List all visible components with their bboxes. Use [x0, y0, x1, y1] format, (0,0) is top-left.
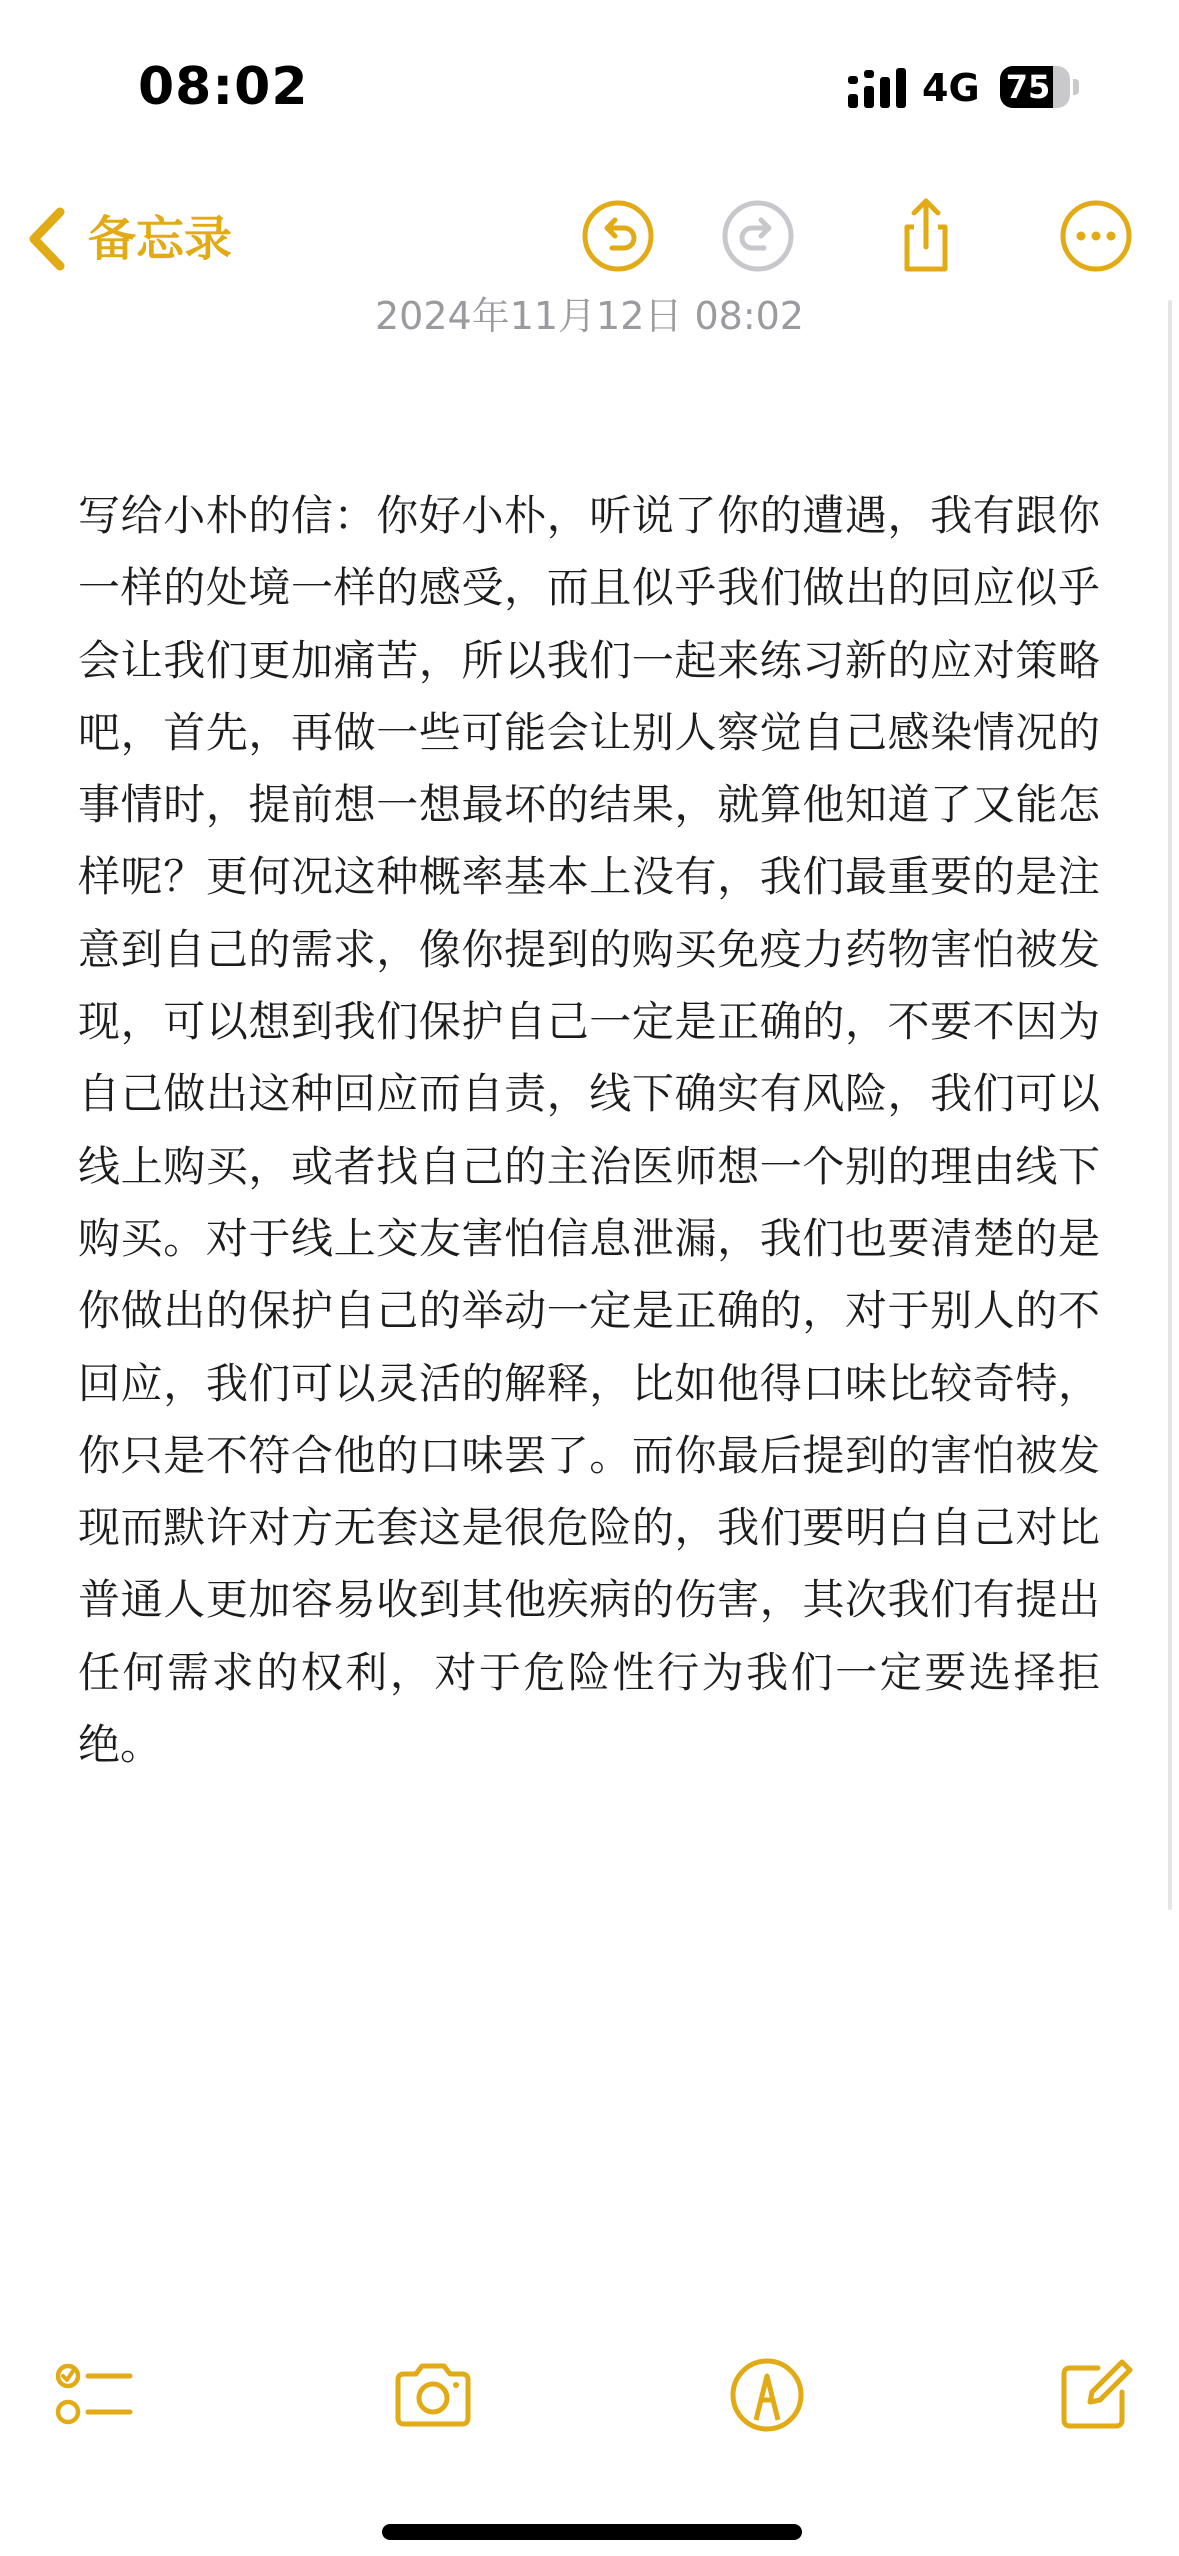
- cellular-signal-icon: [848, 68, 908, 110]
- battery-icon: [1000, 66, 1080, 108]
- compose-icon: [1054, 2354, 1136, 2436]
- note-body[interactable]: 写给小朴的信：你好小朴，听说了你的遭遇，我有跟你一样的处境一样的感受，而且似乎我们做出的回应似乎会让我们更加痛苦，所以我们一起来练习新的应对策略吧，首先，再做一些可能会让别人察觉自己感染情况的事情时，提前想一想最坏的结果，就算他知道了又能怎样呢？更何况这种概率基本上没有，我们最重要的是注意到自己的需求，像你提到的购买免疫力药物害怕被发现，可以想到我们保护自己一定是正确的，不要不因为自己做出这种回应而自责，线下确实有风险，我们可以线上购买，或者找自己的主治医师想一个别的理由线下购买。对于线上交友害怕信息泄漏，我们也要清楚的是你做出的保护自己的举动一定是正确的，对于别人的不回应，我们可以灵活的解释，比如他得口味比较奇特，你只是不符合他的口味罢了。而你最后提到的害怕被发现而默许对方无套这是很危险的，我们要明白自己对比普通人更加容易收到其他疾病的伤害，其次我们有提出任何需求的权利，对于危险性行为我们一定要选择拒绝。: [78, 491, 1100, 1770]
- share-button[interactable]: [876, 186, 976, 286]
- note-date: 2024年11月12日 08:02: [374, 294, 804, 338]
- status-bar: [0, 0, 1179, 175]
- checklist-button[interactable]: [40, 2340, 150, 2450]
- more-button[interactable]: [1046, 186, 1146, 286]
- markup-pen-icon: [726, 2354, 808, 2436]
- battery-level: 75: [1005, 68, 1051, 106]
- undo-button[interactable]: [568, 186, 668, 286]
- redo-icon: [719, 197, 797, 275]
- compose-button[interactable]: [1040, 2340, 1150, 2450]
- checklist-icon: [54, 2354, 136, 2436]
- bottom-toolbar: [0, 2340, 1179, 2460]
- home-indicator[interactable]: [382, 2524, 802, 2540]
- redo-button[interactable]: [708, 186, 808, 286]
- undo-icon: [579, 197, 657, 275]
- more-icon: [1057, 197, 1135, 275]
- back-button[interactable]: [24, 194, 232, 284]
- scroll-indicator[interactable]: [1168, 300, 1172, 1910]
- navigation-bar: [0, 180, 1179, 300]
- markup-button[interactable]: [712, 2340, 822, 2450]
- camera-button[interactable]: [378, 2340, 488, 2450]
- status-time: 08:02: [138, 57, 309, 117]
- share-icon: [887, 197, 965, 275]
- network-type: 4G: [922, 66, 980, 110]
- back-label: 备忘录: [88, 211, 233, 267]
- camera-icon: [392, 2354, 474, 2436]
- chevron-left-icon: [24, 206, 70, 272]
